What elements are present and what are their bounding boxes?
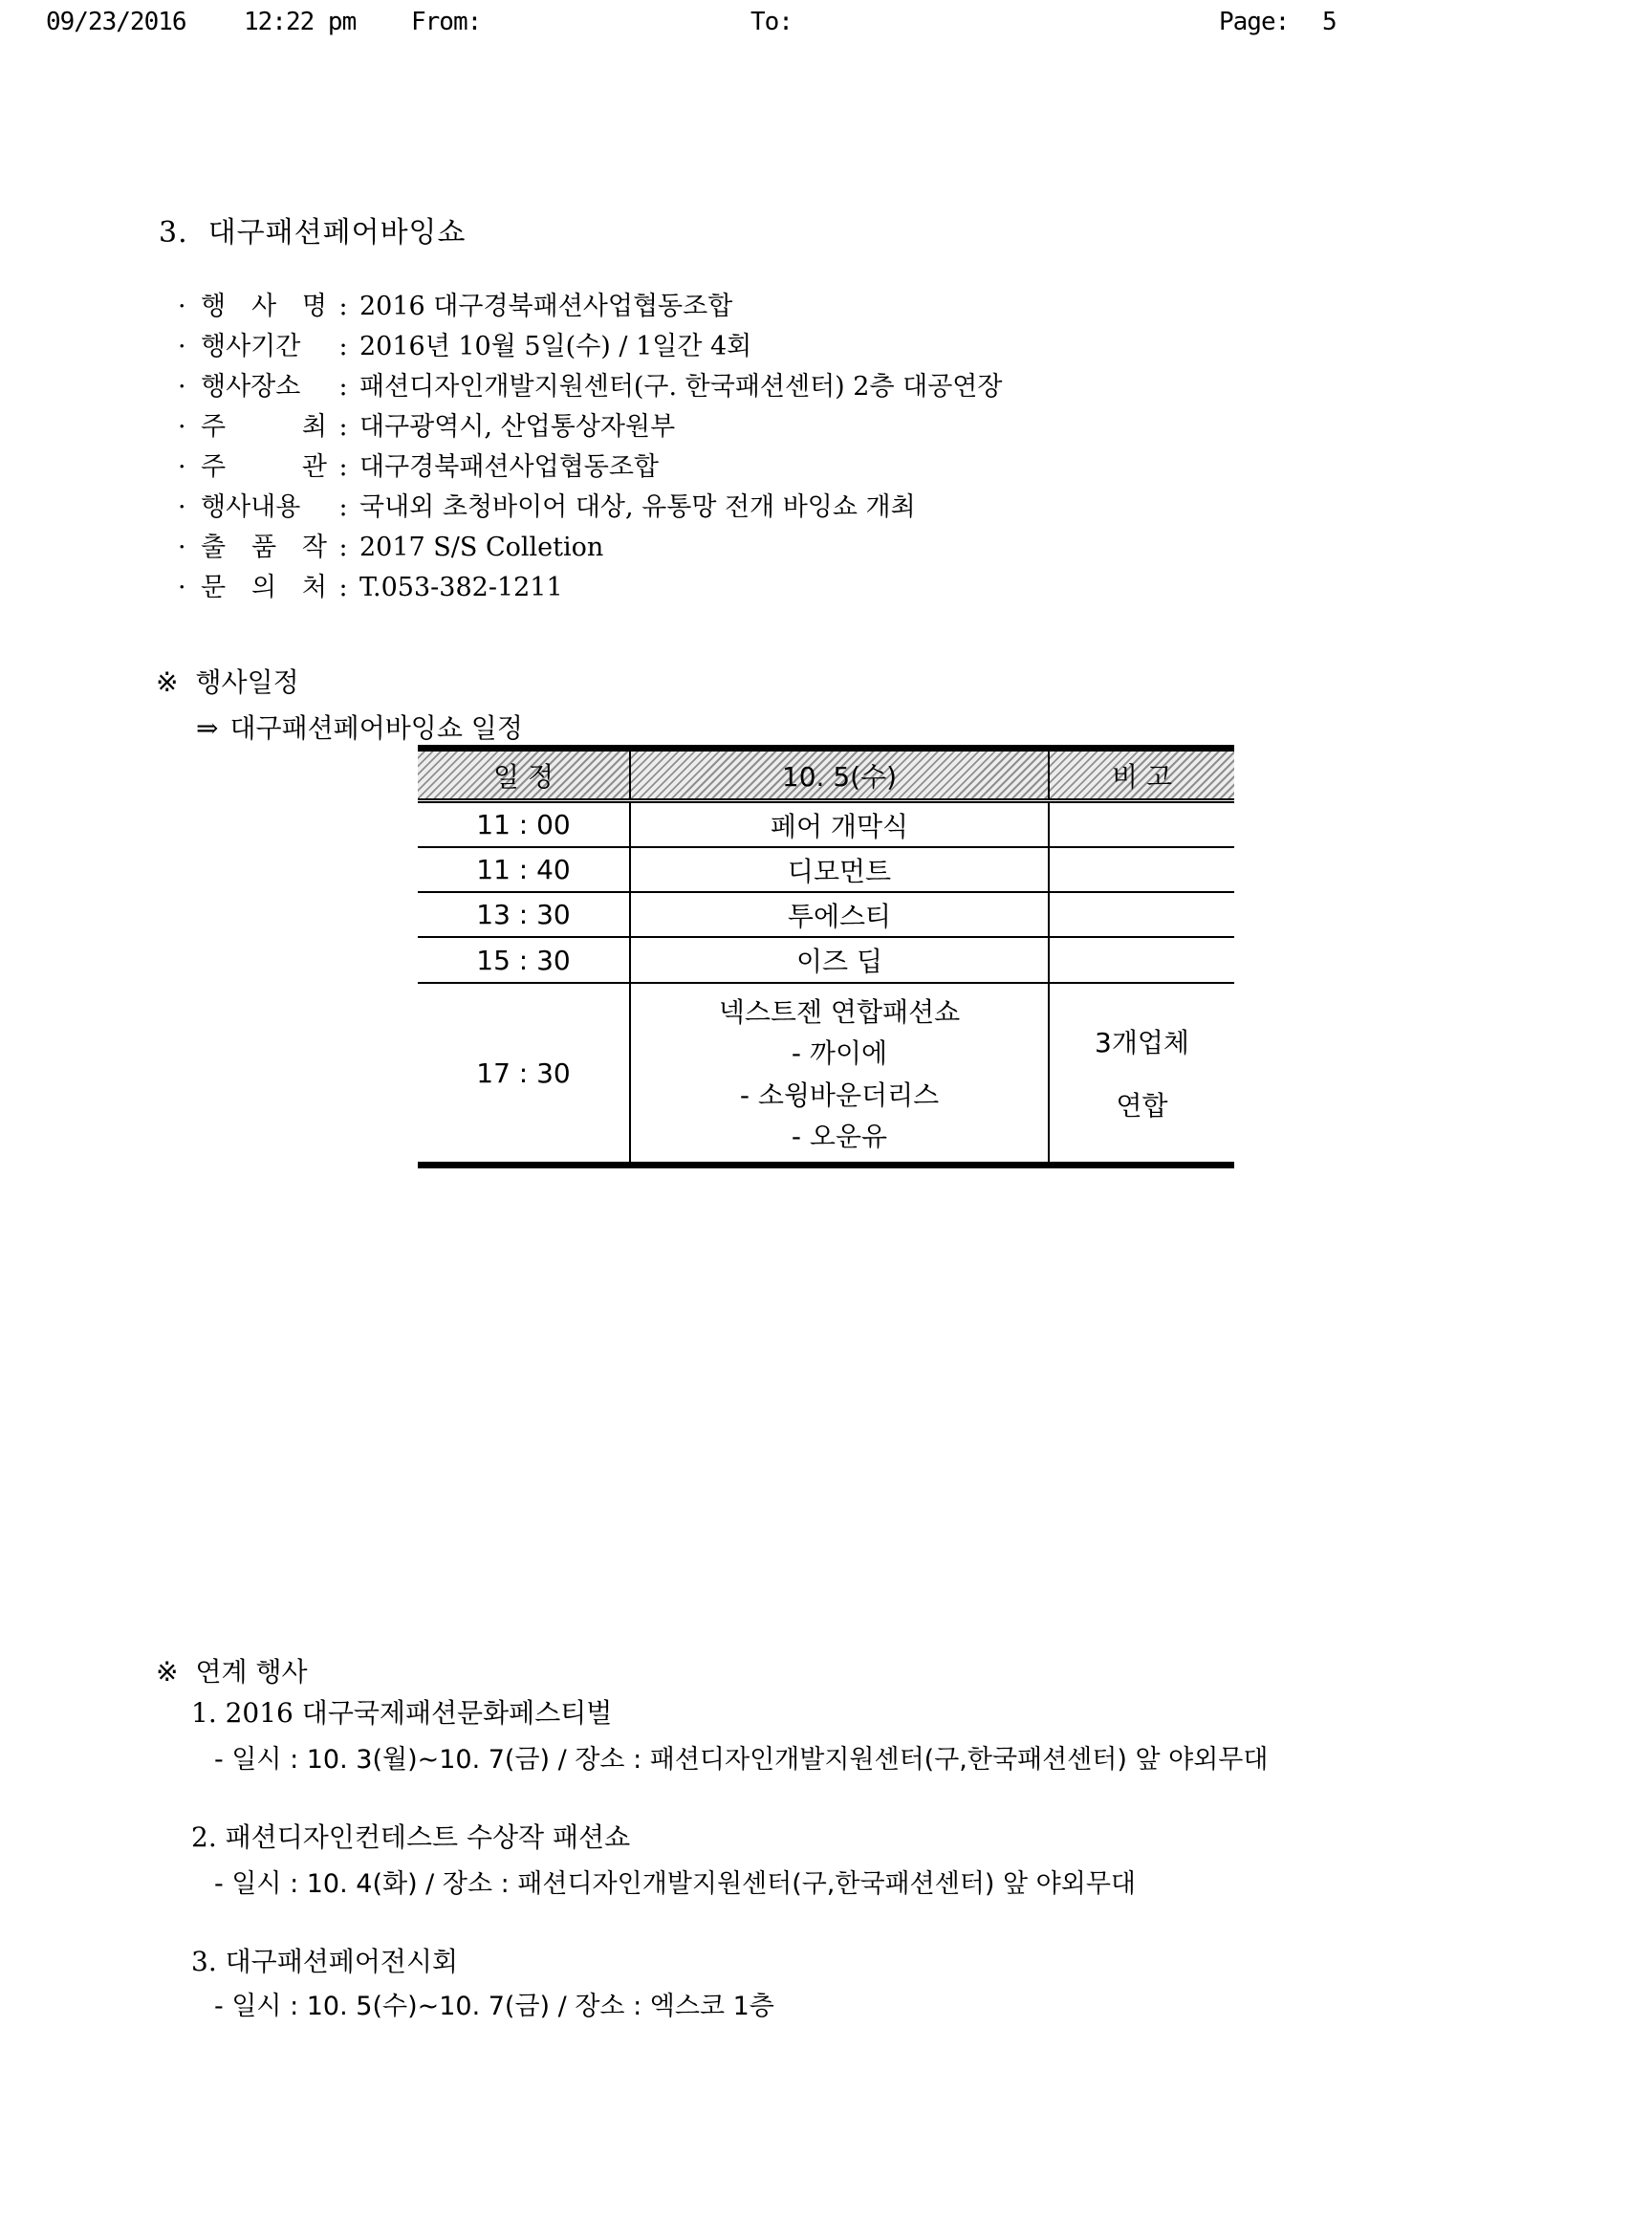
cell-note bbox=[1050, 848, 1234, 891]
detail-value: 대구경북패션사업협동조합 bbox=[359, 452, 659, 482]
colon: : bbox=[338, 332, 348, 361]
related-item-1-title: 1. 2016 대구국제패션문화페스티벌 bbox=[191, 1697, 613, 1729]
section-title: 3. 대구패션페어바잉쇼 bbox=[159, 216, 467, 250]
detail-value: T.053-382-1211 bbox=[359, 573, 563, 602]
table-row bbox=[418, 893, 1234, 938]
colon: : bbox=[338, 452, 348, 482]
fax-page-number: 5 bbox=[1322, 8, 1337, 36]
schedule-subheading-text: 대구패션페어바잉쇼 일정 bbox=[229, 712, 523, 744]
bullet-dot: · bbox=[178, 533, 186, 562]
detail-label: 행사내용 bbox=[201, 492, 301, 522]
detail-row-host bbox=[178, 407, 1002, 447]
header-cell-note: 비 고 bbox=[1050, 752, 1234, 798]
detail-label: 행사기간 bbox=[201, 332, 301, 361]
event-line: - 까이에 bbox=[791, 1037, 888, 1070]
related-item-2-title: 2. 패션디자인컨테스트 수상작 패션쇼 bbox=[191, 1821, 631, 1853]
detail-row-organizer bbox=[178, 447, 1002, 488]
header-cell-date: 10. 5(수) bbox=[631, 752, 1050, 798]
cell-time: 11 : 00 bbox=[418, 803, 631, 846]
bullet-dot: · bbox=[178, 452, 186, 482]
detail-row-event-content bbox=[178, 488, 1002, 528]
detail-row-exhibits bbox=[178, 528, 1002, 568]
detail-value: 패션디자인개발지원센터(구. 한국패션센터) 2층 대공연장 bbox=[359, 372, 1003, 402]
bullet-dot: · bbox=[178, 332, 186, 361]
table-row bbox=[418, 848, 1234, 893]
table-row bbox=[418, 938, 1234, 984]
detail-label: 문 의 처 bbox=[201, 573, 327, 602]
cell-note bbox=[1050, 803, 1234, 846]
colon: : bbox=[338, 292, 348, 321]
event-line: - 소윙바운더리스 bbox=[739, 1079, 940, 1111]
detail-row-event-place bbox=[178, 367, 1002, 407]
cell-event: 페어 개막식 bbox=[631, 803, 1050, 846]
note-line: 연합 bbox=[1116, 1090, 1168, 1122]
schedule-heading bbox=[156, 662, 299, 700]
fax-date: 09/23/2016 bbox=[46, 8, 186, 36]
related-item-1-detail: - 일시 : 10. 3(월)~10. 7(금) / 장소 : 패션디자인개발지원센터(구,한국패션센터) 앞 야외무대 bbox=[214, 1745, 1269, 1775]
detail-label: 행 사 명 bbox=[201, 292, 327, 321]
bullet-dot: · bbox=[178, 573, 186, 602]
bullet-dot: · bbox=[178, 292, 186, 321]
related-heading bbox=[156, 1651, 308, 1689]
detail-label: 주 관 bbox=[201, 452, 327, 482]
cell-time: 13 : 30 bbox=[418, 893, 631, 936]
note-line: 3개업체 bbox=[1095, 1027, 1189, 1058]
event-line: - 오운유 bbox=[791, 1121, 888, 1153]
colon: : bbox=[338, 372, 348, 402]
fax-to-label: To: bbox=[750, 8, 793, 36]
cell-event: 이즈 딥 bbox=[631, 938, 1050, 982]
detail-label: 출 품 작 bbox=[201, 533, 327, 562]
cell-note-multiline bbox=[1050, 984, 1234, 1162]
related-item-3-detail: - 일시 : 10. 5(수)~10. 7(금) / 장소 : 엑스코 1층 bbox=[214, 1992, 774, 2021]
related-heading-text: 연계 행사 bbox=[195, 1656, 308, 1688]
fax-from-label: From: bbox=[411, 8, 482, 36]
cell-event: 투에스티 bbox=[631, 893, 1050, 936]
cell-note bbox=[1050, 893, 1234, 936]
bullet-dot: · bbox=[178, 492, 186, 522]
cell-time: 11 : 40 bbox=[418, 848, 631, 891]
detail-row-event-period bbox=[178, 327, 1002, 367]
related-item-3-title: 3. 대구패션페어전시회 bbox=[191, 1946, 459, 1977]
fax-page-label: Page: bbox=[1219, 8, 1290, 36]
colon: : bbox=[338, 412, 348, 442]
detail-row-contact bbox=[178, 568, 1002, 608]
header-cell-time: 일 정 bbox=[418, 752, 631, 798]
detail-label: 주 최 bbox=[201, 412, 327, 442]
arrow-icon: ⇒ bbox=[196, 712, 219, 744]
bullet-dot: · bbox=[178, 372, 186, 402]
cell-time: 15 : 30 bbox=[418, 938, 631, 982]
cell-note bbox=[1050, 938, 1234, 982]
detail-value: 대구광역시, 산업통상자원부 bbox=[359, 412, 676, 442]
table-row bbox=[418, 803, 1234, 848]
reference-mark: ※ bbox=[156, 1656, 179, 1688]
detail-value: 2016 대구경북패션사업협동조합 bbox=[359, 292, 733, 321]
table-header-row bbox=[418, 752, 1234, 803]
schedule-subheading bbox=[196, 708, 523, 746]
colon: : bbox=[338, 573, 348, 602]
cell-event: 디모먼트 bbox=[631, 848, 1050, 891]
table-row-last bbox=[418, 984, 1234, 1162]
fax-time: 12:22 pm bbox=[244, 8, 357, 36]
cell-time: 17 : 30 bbox=[418, 984, 631, 1162]
detail-value: 국내외 초청바이어 대상, 유통망 전개 바잉쇼 개최 bbox=[359, 492, 916, 522]
schedule-table bbox=[418, 745, 1234, 1168]
event-detail-list bbox=[178, 287, 1002, 608]
colon: : bbox=[338, 533, 348, 562]
related-item-2-detail: - 일시 : 10. 4(화) / 장소 : 패션디자인개발지원센터(구,한국패션센터) 앞 야외무대 bbox=[214, 1869, 1136, 1899]
detail-value: 2017 S/S Colletion bbox=[359, 533, 604, 562]
reference-mark: ※ bbox=[156, 666, 179, 698]
detail-label: 행사장소 bbox=[201, 372, 301, 402]
detail-row-event-name bbox=[178, 287, 1002, 327]
colon: : bbox=[338, 492, 348, 522]
cell-event-multiline bbox=[631, 984, 1050, 1162]
schedule-heading-text: 행사일정 bbox=[195, 666, 299, 698]
event-line: 넥스트젠 연합패션쇼 bbox=[718, 995, 961, 1028]
detail-value: 2016년 10월 5일(수) / 1일간 4회 bbox=[359, 332, 752, 361]
bullet-dot: · bbox=[178, 412, 186, 442]
